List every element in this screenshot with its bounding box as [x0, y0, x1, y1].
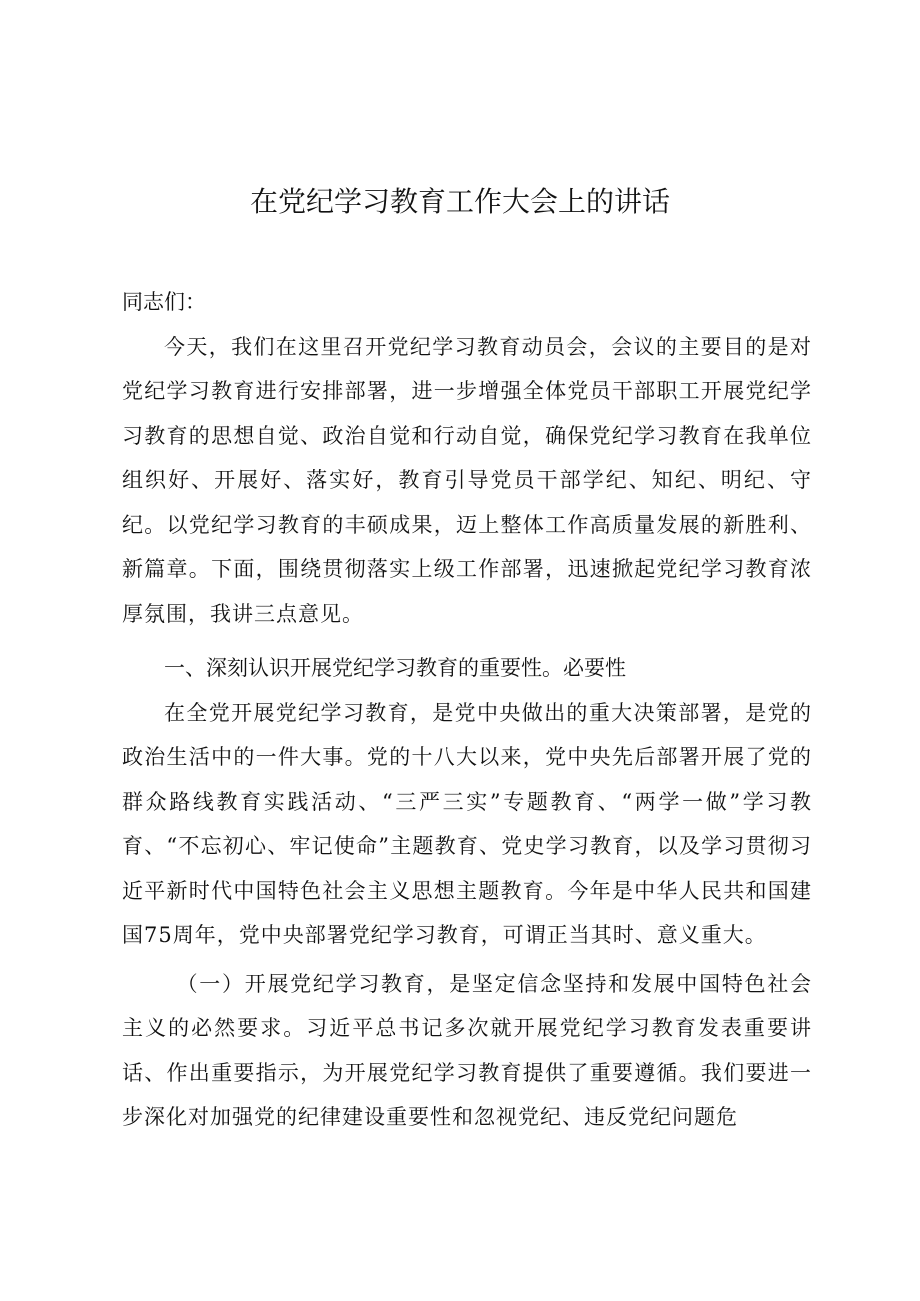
- section-heading: [122, 646, 812, 691]
- document-title: 在党纪学习教育工作大会上的讲话: [249, 185, 670, 218]
- spacer: [122, 636, 812, 646]
- section-heading-text: 一、深刻认识开展党纪学习教育的重要性。: [164, 656, 563, 680]
- document-body: [122, 280, 812, 1140]
- section-heading-note: 必要性: [563, 656, 626, 680]
- salutation: 同志们：: [122, 290, 206, 314]
- intro-paragraph: 今天，我们在这里召开党纪学习教育动员会，会议的主要目的是对党纪学习教育进行安排部署，进一步增强全体党员干部职工开展党纪学习教育的思想自觉、政治自觉和行动自觉，确保党纪学习教育在我单位组织好、开展好、落实好，教育引导党员干部学纪、知纪、明纪、守纪。以党纪学习教育的丰硕成果，迈上整体工作高质量发展的新胜利、新篇章。下面，围绕贯彻落实上级工作部署，迅速掀起党纪学习教育浓厚氛围，我讲三点意见。: [122, 334, 812, 626]
- subsection-paragraph: （一）开展党纪学习教育，是坚定信念坚持和发展中国特色社会主义的必然要求。习近平总书记多次就开展党纪学习教育发表重要讲话、作出重要指示，为开展党纪学习教育提供了重要遵循。我们要进一步深化对加强党的纪律建设重要性和忽视党纪、违反党纪问题危: [122, 971, 812, 1129]
- section-paragraph: 在全党开展党纪学习教育，是党中央做出的重大决策部署，是党的政治生活中的一件大事。党的十八大以来，党中央先后部署开展了党的群众路线教育实践活动、“三严三实”专题教育、“两学一做”学习教育、“不忘初心、牢记使命”主题教育、党史学习教育，以及学习贯彻习近平新时代中国特色社会主义思想主题教育。今年是中华人民共和国建国75周年，党中央部署党纪学习教育，可谓正当其时、意义重大。: [122, 700, 812, 947]
